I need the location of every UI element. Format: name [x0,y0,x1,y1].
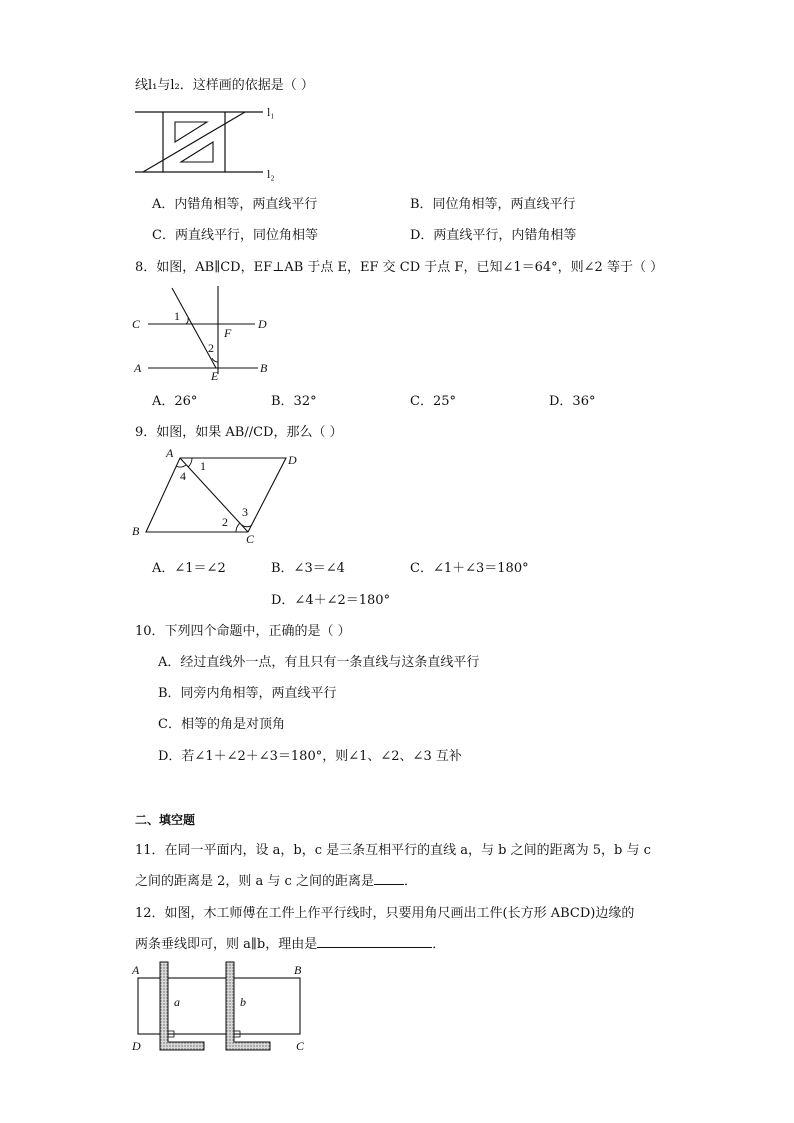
q11-line2-text: 之间的距离是 2，则 a 与 c 之间的距离是 [135,874,374,889]
q12-line2 [135,933,445,952]
q9-label-c: C [246,532,255,546]
q8-option-a[interactable]: A．26° [152,394,198,409]
q7-label-l1: l₁ [267,105,275,119]
q9-label-a: A [166,446,174,460]
q12-label-c-corner: C [296,1039,305,1053]
q10-option-b[interactable]: B．同旁内角相等，两直线平行 [158,686,337,701]
q8-label-b: B [260,361,268,375]
q12-answer-blank[interactable] [317,935,432,948]
q9-label-angle3: 3 [242,505,248,519]
q9-option-c[interactable]: C．∠1＋∠3＝180° [410,561,529,576]
q9-stem: 9．如图，如果 AB//CD，那么（ ） [135,425,343,440]
q12-figure [130,958,320,1058]
section-heading-fill-in: 二、填空题 [135,813,196,827]
q10-option-a[interactable]: A．经过直线外一点，有且只有一条直线与这条直线平行 [158,655,480,670]
q9-label-angle2: 2 [222,515,228,529]
q9-figure [130,446,310,546]
q12-line2-text: 两条垂线即可，则 a∥b，理由是 [135,937,318,952]
q10-stem: 10．下列四个命题中，正确的是（ ） [135,624,351,639]
q9-label-angle1: 1 [200,459,206,473]
q11-answer-blank[interactable] [374,872,404,885]
q12-label-line-a: a [174,995,180,1009]
q8-label-e: E [211,369,219,383]
q7-figure [135,100,295,190]
q8-option-c[interactable]: C．25° [410,394,456,409]
q8-option-d[interactable]: D．36° [549,394,596,409]
q7-option-d[interactable]: D．两直线平行，内错角相等 [410,228,577,243]
q12-line2-end: ． [432,937,446,952]
q9-option-d[interactable]: D．∠4＋∠2＝180° [271,593,391,608]
q11-line2 [135,870,417,889]
q7-stem: 线l₁与l₂．这样画的依据是（ ） [135,78,314,93]
q7-option-b[interactable]: B．同位角相等，两直线平行 [410,197,576,212]
q8-label-c: C [132,317,141,331]
q8-label-f: F [224,326,232,340]
q8-figure [130,284,290,384]
q8-label-angle2: 2 [208,341,214,355]
q7-label-l2: l₂ [267,167,275,181]
q7-option-a[interactable]: A．内错角相等，两直线平行 [152,197,318,212]
q12-label-line-b: b [240,995,246,1009]
q9-label-b: B [132,524,140,538]
q8-label-a: A [134,361,142,375]
q9-option-b[interactable]: B．∠3＝∠4 [271,561,345,576]
q8-option-b[interactable]: B．32° [271,394,317,409]
q9-option-a[interactable]: A．∠1＝∠2 [152,561,226,576]
q8-label-d: D [258,317,267,331]
q9-label-angle4: 4 [180,469,186,483]
q8-stem: 8．如图，AB∥CD，EF⊥AB 于点 E，EF 交 CD 于点 F，已知∠1＝64°，则∠2 等于（ ） [135,260,664,275]
q10-option-c[interactable]: C．相等的角是对顶角 [158,717,285,732]
q12-label-a-corner: A [132,963,140,977]
q11-line2-end: ． [403,874,417,889]
q12-label-b-corner: B [294,963,302,977]
q7-option-c[interactable]: C．两直线平行，同位角相等 [152,228,318,243]
q10-option-d[interactable]: D．若∠1＋∠2＋∠3＝180°，则∠1、∠2、∠3 互补 [158,749,462,764]
q12-label-d-corner: D [132,1039,141,1053]
q9-label-d: D [288,453,297,467]
q8-label-angle1: 1 [174,309,180,323]
q11-line1: 11．在同一平面内，设 a，b，c 是三条互相平行的直线 a，与 b 之间的距离为 5，b 与 c [135,843,651,858]
q12-line1: 12．如图，木工师傅在工件上作平行线时，只要用角尺画出工件(长方形 ABCD)边缘的 [135,906,635,921]
